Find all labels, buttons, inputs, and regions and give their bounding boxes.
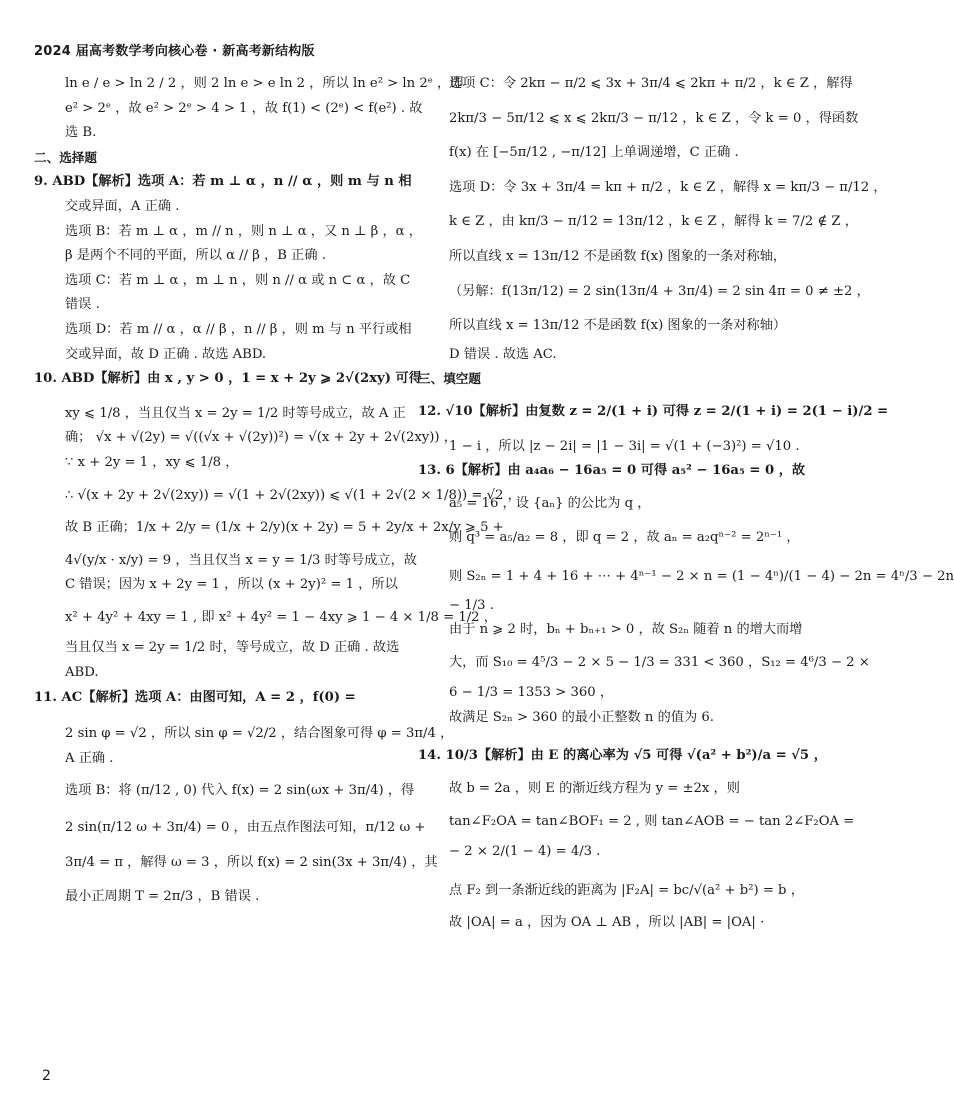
- text-line: 则 q³ = a₅/a₂ = 8 ，即 q = 2 ，故 aₙ = a₂qⁿ⁻² = 2ⁿ⁻¹ ，: [449, 530, 800, 546]
- text-line: e² > 2ᵉ ，故 e² > 2ᵉ > 4 > 1 ，故 f(1) < (2ᵉ) < f(e²) . 故: [65, 100, 423, 116]
- text-line: 则 S₂ₙ = 1 + 4 + 16 + ⋯ + 4ⁿ⁻¹ − 2 × n = (1 − 4ⁿ)/(1 − 4) − 2n = 4ⁿ/3 − 2n: [449, 568, 954, 584]
- text-line: 最小正周期 T = 2π/3 ，B 错误 .: [65, 889, 260, 905]
- text-line: 大，而 S₁₀ = 4⁵/3 − 2 × 5 − 1/3 = 331 < 360 ，S₁₂ = 4⁶/3 − 2 ×: [449, 654, 870, 670]
- text-line: − 1/3 .: [449, 597, 494, 613]
- text-line: 选项 B：若 m ⊥ α ，m // n ，则 n ⊥ α ，又 n ⊥ β ，α ，: [65, 223, 422, 239]
- text-line: ∵ x + 2y = 1 ，xy ⩽ 1/8 ，: [65, 454, 239, 470]
- text-line: f(x) 在 [−5π/12 , −π/12] 上单调递增，C 正确 .: [449, 145, 739, 161]
- section-heading: 三、填空题: [418, 371, 481, 387]
- text-line: 故 |OA| = a ，因为 OA ⊥ AB ，所以 |AB| = |OA| ·: [449, 915, 765, 931]
- text-line: k ∈ Z ，由 kπ/3 − π/12 = 13π/12 ，k ∈ Z ，解得 k = 7/2 ∉ Z ，: [449, 214, 858, 230]
- text-line: 交或异面，故 D 正确 . 故选 ABD.: [65, 346, 267, 362]
- text-line: 3π/4 = π ，解得 ω = 3 ，所以 f(x) = 2 sin(3x + 3π/4) ，其: [65, 854, 438, 870]
- text-line: 故 b = 2a ，则 E 的渐近线方程为 y = ±2x ，则: [449, 781, 740, 797]
- question-line: 13. 6【解析】由 a₄a₆ − 16a₅ = 0 可得 a₅² − 16a₅ = 0 ，故: [418, 463, 806, 479]
- section-heading: 二、选择题: [34, 149, 97, 165]
- question-line: 11. AC【解析】选项 A：由图可知，A = 2 ，f(0) =: [34, 689, 356, 705]
- text-line: ∴ √(x + 2y + 2√(2xy)) = √(1 + 2√(2xy)) ⩽ √(1 + 2√(2 × 1/8)) = √2 ，: [65, 487, 521, 503]
- text-line: 故 B 正确；1/x + 2/y = (1/x + 2/y)(x + 2y) = 5 + 2y/x + 2x/y ⩾ 5 +: [65, 520, 504, 536]
- text-line: xy ⩽ 1/8 ，当且仅当 x = 2y = 1/2 时等号成立，故 A 正: [65, 405, 406, 421]
- page-number: 2: [42, 1068, 51, 1084]
- text-line: A 正确 .: [65, 750, 114, 766]
- text-line: x² + 4y² + 4xy = 1 , 即 x² + 4y² = 1 − 4xy ⩾ 1 − 4 × 1/8 = 1/2 ，: [65, 609, 497, 625]
- text-line: 4√(y/x · x/y) = 9 ，当且仅当 x = y = 1/3 时等号成立，故: [65, 552, 417, 568]
- text-line: 故满足 S₂ₙ > 360 的最小正整数 n 的值为 6.: [449, 709, 714, 725]
- text-line: 确； √x + √(2y) = √((√x + √(2y))²) = √(x + 2y + 2√(2xy)) ，: [65, 430, 457, 446]
- right-column: [418, 72, 954, 936]
- text-line: 选项 B：将 (π/12 , 0) 代入 f(x) = 2 sin(ωx + 3π/4) ，得: [65, 783, 415, 799]
- text-line: 选项 C：若 m ⊥ α ，m ⊥ n ，则 n // α 或 n ⊂ α ，故 C: [65, 272, 411, 288]
- text-line: 由于 n ⩾ 2 时，bₙ + bₙ₊₁ > 0 ，故 S₂ₙ 随着 n 的增大而增: [449, 622, 803, 638]
- text-line: 6 − 1/3 = 1353 > 360 ，: [449, 685, 614, 701]
- text-line: C 错误；因为 x + 2y = 1 ，所以 (x + 2y)² = 1 ，所以: [65, 577, 398, 593]
- text-line: 所以直线 x = 13π/12 不是函数 f(x) 图象的一条对称轴）: [449, 318, 787, 334]
- page-header: 2024 届高考数学考向核心卷 · 新高考新结构版: [34, 44, 315, 59]
- text-line: 2kπ/3 − 5π/12 ⩽ x ⩽ 2kπ/3 − π/12 ，k ∈ Z ，令 k = 0 ，得函数: [449, 110, 859, 126]
- question-line: 10. ABD【解析】由 x , y > 0 ，1 = x + 2y ⩾ 2√(2xy) 可得: [34, 371, 422, 387]
- text-line: 选 B.: [65, 125, 97, 141]
- text-line: 交或异面，A 正确 .: [65, 198, 180, 214]
- question-line: 14. 10/3【解析】由 E 的离心率为 √5 可得 √(a² + b²)/a = √5 ，: [418, 748, 827, 764]
- text-line: 点 F₂ 到一条渐近线的距离为 |F₂A| = bc/√(a² + b²) = b ，: [449, 882, 804, 898]
- text-line: 所以直线 x = 13π/12 不是函数 f(x) 图象的一条对称轴，: [449, 248, 787, 264]
- text-line: D 错误 . 故选 AC.: [449, 346, 557, 362]
- text-line: （另解：f(13π/12) = 2 sin(13π/4 + 3π/4) = 2 sin 4π = 0 ≠ ±2 ，: [449, 283, 870, 299]
- text-line: 2 sin(π/12 ω + 3π/4) = 0 ，由五点作图法可知，π/12 ω +: [65, 820, 426, 836]
- text-line: 2 sin φ = √2 ，所以 sin φ = √2/2 ，结合图象可得 φ = 3π/4 ，: [65, 726, 454, 742]
- question-line: 9. ABD【解析】选项 A：若 m ⊥ α ，n // α ，则 m 与 n 相: [34, 174, 412, 190]
- text-line: 选项 D：若 m // α ，α // β ，n // β ，则 m 与 n 平行或相: [65, 321, 412, 337]
- text-line: tan∠F₂OA = tan∠BOF₁ = 2 , 则 tan∠AOB = − tan 2∠F₂OA =: [449, 813, 855, 829]
- text-line: 错误 .: [65, 297, 100, 313]
- text-line: − 2 × 2/(1 − 4) = 4/3 .: [449, 844, 601, 860]
- text-line: 选项 C：令 2kπ − π/2 ⩽ 3x + 3π/4 ⩽ 2kπ + π/2 ，k ∈ Z ，解得: [449, 76, 853, 91]
- text-line: 当且仅当 x = 2y = 1/2 时，等号成立，故 D 正确 . 故选: [65, 640, 400, 656]
- text-line: ln e / e > ln 2 / 2 ，则 2 ln e > e ln 2 ，所以 ln e² > ln 2ᵉ ，即: [65, 76, 464, 91]
- text-line: 1 − i ，所以 |z − 2i| = |1 − 3i| = √(1 + (−3)²) = √10 .: [449, 438, 800, 454]
- text-line: ABD.: [65, 665, 99, 681]
- question-line: 12. √10【解析】由复数 z = 2/(1 + i) 可得 z = 2/(1 + i) = 2(1 − i)/2 =: [418, 403, 889, 419]
- text-line: a₅ = 16 ，设 {aₙ} 的公比为 q ，: [449, 495, 651, 511]
- text-line: 选项 D：令 3x + 3π/4 = kπ + π/2 ，k ∈ Z ，解得 x = kπ/3 − π/12 ，: [449, 179, 887, 195]
- text-line: β 是两个不同的平面，所以 α // β ，B 正确 .: [65, 248, 326, 264]
